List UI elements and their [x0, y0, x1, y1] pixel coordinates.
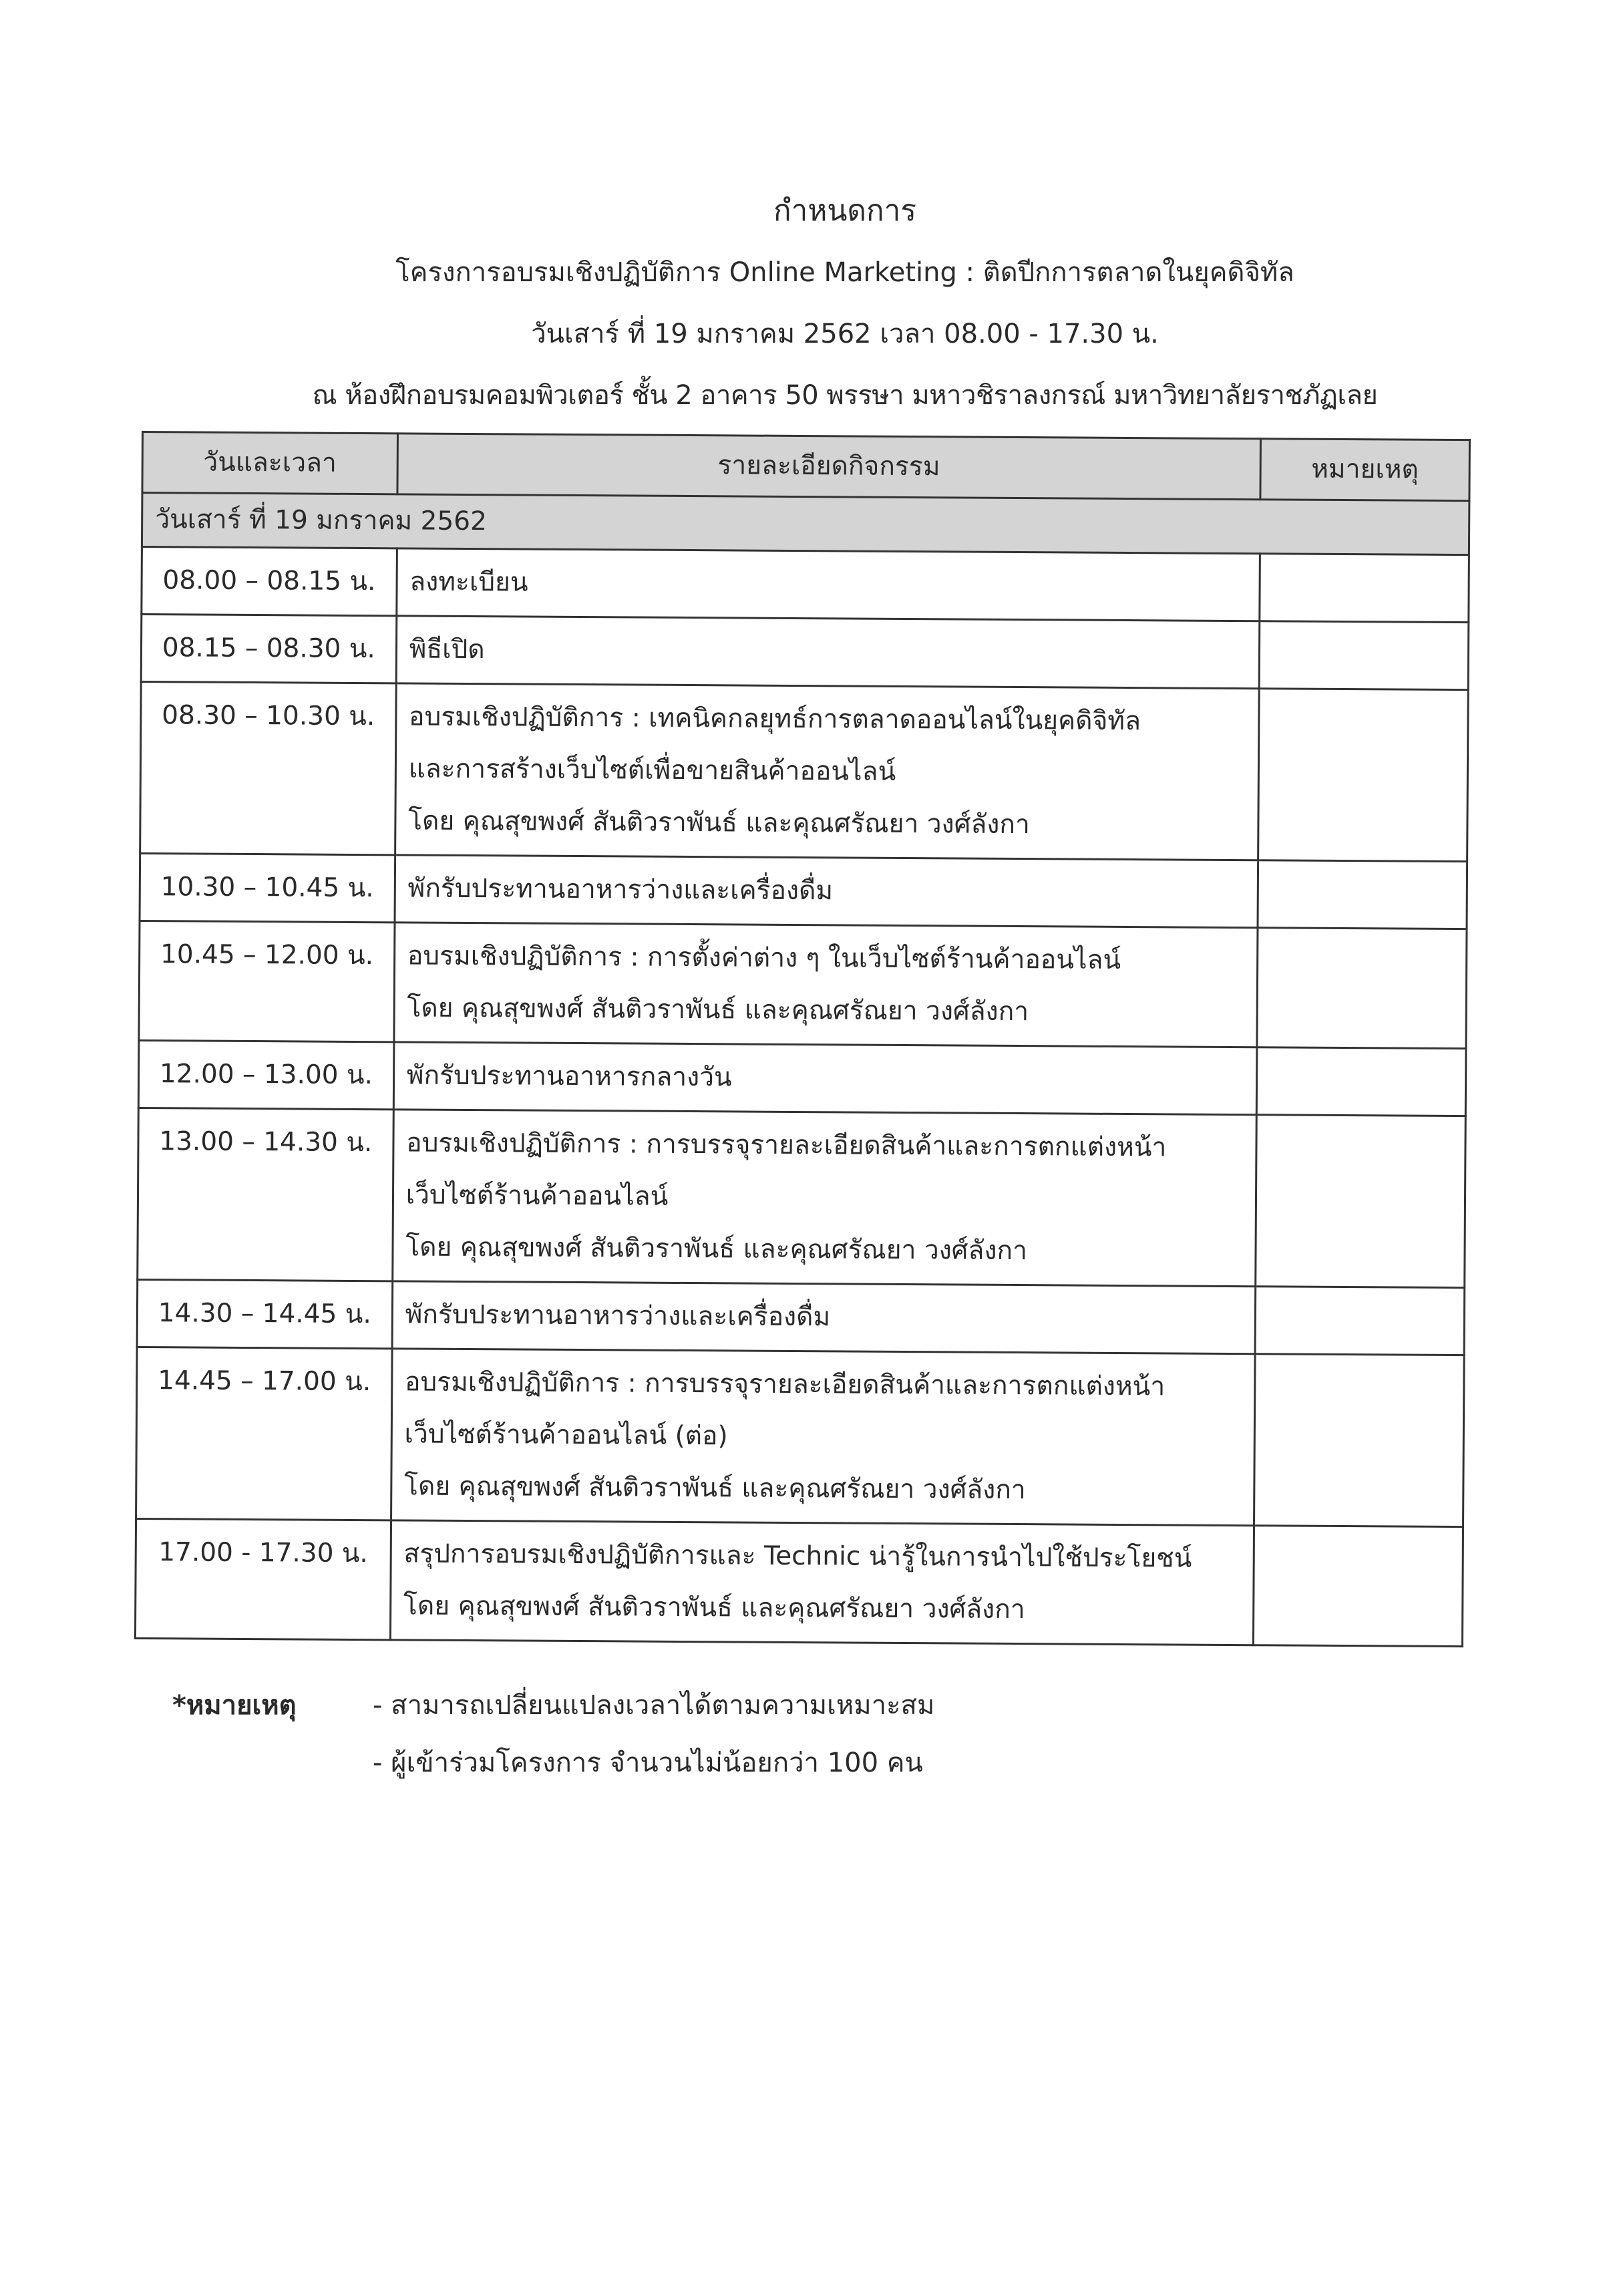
table-row: [141, 615, 1469, 690]
notes-label: *หมายเหตุ: [172, 1690, 297, 1721]
detail-line: พักรับประทานอาหารว่างและเครื่องดื่ม: [407, 873, 834, 907]
row-detail: [395, 855, 1258, 928]
schedule-table: [134, 431, 1471, 1647]
row-note: [1258, 689, 1468, 862]
row-note: [1255, 1287, 1465, 1355]
row-time: 08.00 – 08.15 น.: [142, 547, 397, 616]
table-row: [140, 853, 1467, 929]
row-time: 14.45 – 17.00 น.: [136, 1347, 392, 1520]
table-row: [138, 1040, 1466, 1116]
table-row: [137, 1279, 1465, 1355]
row-time: 17.00 - 17.30 น.: [135, 1518, 391, 1639]
header-detail: รายละเอียดกิจกรรม: [397, 434, 1261, 500]
detail-line: สรุปการอบรมเชิงปฏิบัติการและ Technic น่ารู้ในการนำไปใช้ประโยชน์: [403, 1538, 1192, 1574]
date-row: [142, 493, 1469, 555]
notes-list: [373, 1677, 1241, 1792]
detail-line: โดย คุณสุขพงศ์ สันติวราพันธ์ และคุณศรัณยา วงศ์ลังกา: [403, 1591, 1025, 1625]
note-item: - สามารถเปลี่ยนแปลงเวลาได้ตามความเหมาะสม: [373, 1690, 935, 1721]
row-detail: [396, 616, 1260, 689]
detail-line: พิธีเปิด: [409, 634, 485, 665]
row-note: [1260, 554, 1469, 623]
detail-line: อบรมเชิงปฏิบัติการ : การบรรจุรายละเอียดสินค้าและการตกแต่งหน้า: [404, 1367, 1166, 1402]
detail-line: และการสร้างเว็บไซต์เพื่อขายสินค้าออนไลน์: [408, 754, 896, 787]
detail-line: อบรมเชิงปฏิบัติการ : การตั้งค่าต่าง ๆ ในเว็บไซต์ร้านค้าออนไลน์: [407, 941, 1121, 975]
detail-line: โดย คุณสุขพงศ์ สันติวราพันธ์ และคุณศรัณยา วงศ์ลังกา: [403, 1471, 1026, 1506]
detail-line: พักรับประทานอาหารว่างและเครื่องดื่ม: [405, 1299, 831, 1333]
table-row: [135, 1518, 1463, 1646]
row-detail: [394, 923, 1258, 1047]
row-detail: [390, 1520, 1254, 1645]
row-detail: [391, 1349, 1255, 1526]
row-time: 08.30 – 10.30 น.: [140, 682, 396, 855]
document-title: กำหนดการ: [773, 194, 916, 228]
event-datetime: วันเสาร์ ที่ 19 มกราคม 2562 เวลา 08.00 - 17.30 น.: [531, 319, 1159, 349]
detail-line: เว็บไซต์ร้านค้าออนไลน์: [405, 1180, 669, 1212]
detail-line: พักรับประทานอาหารกลางวัน: [406, 1060, 732, 1093]
detail-line: โดย คุณสุขพงศ์ สันติวราพันธ์ และคุณศรัณยา วงศ์ลังกา: [405, 1232, 1028, 1267]
row-detail: [392, 1110, 1256, 1287]
table-row: [136, 1347, 1465, 1526]
row-detail: [392, 1281, 1256, 1354]
row-time: 14.30 – 14.45 น.: [137, 1279, 392, 1348]
event-venue: ณ ห้องฝึกอบรมคอมพิวเตอร์ ชั้น 2 อาคาร 50 พรรษา มหาวชิราลงกรณ์ มหาวิทยาลัยราชภัฏเลย: [312, 380, 1378, 411]
note-item: - ผู้เข้าร่วมโครงการ จำนวนไม่น้อยกว่า 100 คน: [373, 1748, 923, 1778]
row-note: [1257, 928, 1467, 1049]
project-name: โครงการอบรมเชิงปฏิบัติการ Online Marketing : ติดปีกการตลาดในยุคดิจิทัล: [395, 257, 1294, 288]
detail-line: ลงทะเบียน: [409, 566, 528, 598]
table-header-row: [142, 432, 1470, 501]
detail-line: อบรมเชิงปฏิบัติการ : เทคนิคกลยุทธ์การตลาดออนไลน์ในยุคดิจิทัล: [408, 701, 1141, 737]
date-row-label: วันเสาร์ ที่ 19 มกราคม 2562: [142, 493, 1469, 555]
row-time: 13.00 – 14.30 น.: [138, 1108, 393, 1281]
row-note: [1255, 1115, 1465, 1288]
detail-line: เว็บไซต์ร้านค้าออนไลน์ (ต่อ): [404, 1419, 728, 1452]
table-row: [140, 682, 1469, 862]
row-detail: [393, 1042, 1257, 1115]
detail-line: โดย คุณสุขพงศ์ สันติวราพันธ์ และคุณศรัณยา วงศ์ลังกา: [408, 806, 1031, 840]
row-time: 10.45 – 12.00 น.: [139, 921, 395, 1041]
row-note: [1253, 1526, 1463, 1647]
row-time: 12.00 – 13.00 น.: [138, 1040, 393, 1109]
row-detail: [397, 548, 1260, 621]
detail-line: โดย คุณสุขพงศ์ สันติวราพันธ์ และคุณศรัณยา วงศ์ลังกา: [407, 993, 1029, 1027]
header-time: วันและเวลา: [142, 432, 397, 494]
table-row: [138, 1108, 1466, 1287]
title-block: [200, 180, 1489, 426]
detail-line: อบรมเชิงปฏิบัติการ : การบรรจุรายละเอียดสินค้าและการตกแต่งหน้า: [406, 1128, 1167, 1163]
header-note: หมายเหตุ: [1260, 439, 1470, 501]
row-note: [1254, 1354, 1464, 1527]
row-time: 10.30 – 10.45 น.: [140, 853, 395, 922]
row-note: [1256, 1047, 1466, 1116]
row-detail: [395, 683, 1259, 860]
row-note: [1258, 860, 1467, 929]
row-time: 08.15 – 08.30 น.: [141, 615, 396, 683]
table-row: [142, 547, 1469, 623]
table-row: [139, 921, 1467, 1048]
row-note: [1259, 621, 1469, 690]
